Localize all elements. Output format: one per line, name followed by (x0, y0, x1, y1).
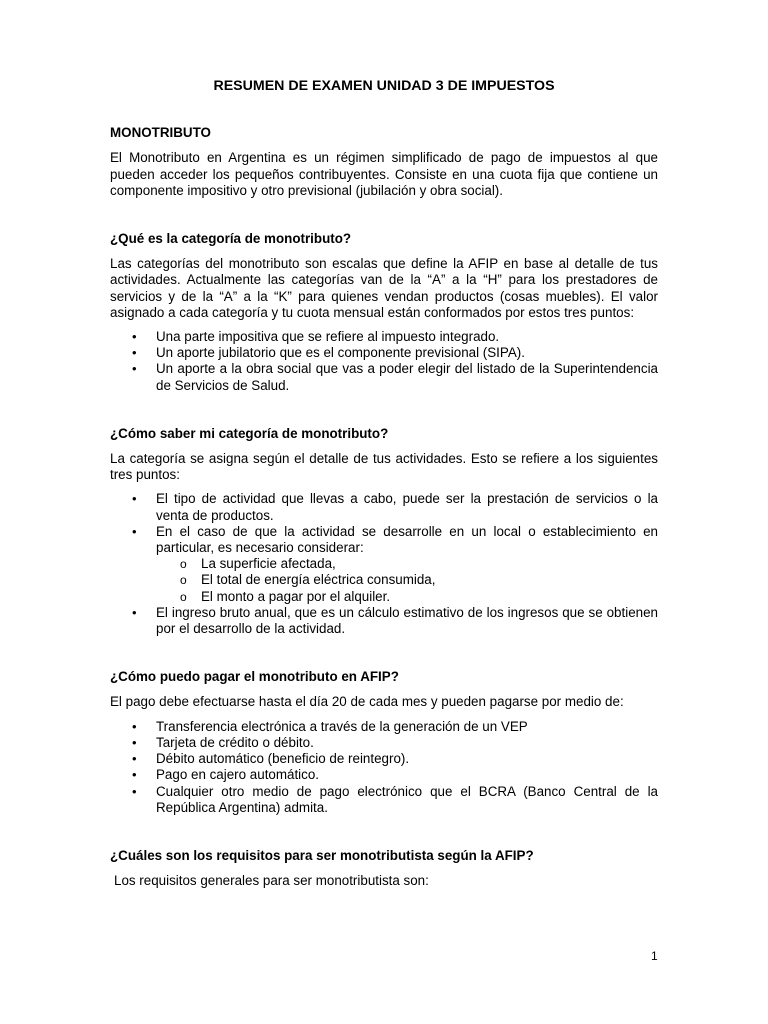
bullet-icon: • (132, 361, 137, 377)
section-categoria (110, 231, 658, 394)
section-heading: ¿Cómo puedo pagar el monotributo en AFIP? (110, 669, 399, 685)
list-item (110, 767, 658, 783)
sub-bullet-list (156, 556, 658, 605)
sub-list-item-text: El total de energía eléctrica consumida, (201, 572, 436, 588)
section-como-saber (110, 426, 658, 637)
bullet-icon: • (132, 345, 137, 361)
document-title: RESUMEN DE EXAMEN UNIDAD 3 DE IMPUESTOS (213, 78, 555, 94)
bullet-icon: • (132, 604, 137, 620)
list-item-text: El ingreso bruto anual, que es un cálculo estimativo de los ingresos que se obtienen por el desarrollo de la actividad. (156, 604, 658, 637)
list-item (110, 719, 658, 735)
list-item (110, 735, 658, 751)
circle-bullet-icon: o (180, 573, 187, 588)
bullet-icon: • (132, 734, 137, 750)
sub-list-item-text: La superficie afectada, (201, 556, 336, 572)
bullet-icon: • (132, 718, 137, 734)
section-paragraph: El pago debe efectuarse hasta el día 20 de cada mes y pueden pagarse por medio de: (110, 694, 624, 710)
section-heading: ¿Cuáles son los requisitos para ser monotributista según la AFIP? (110, 847, 534, 863)
bullet-icon: • (132, 329, 137, 345)
list-item-text: Cualquier otro medio de pago electrónico que el BCRA (Banco Central de la República Argentina) admita. (156, 783, 658, 815)
bullet-icon: • (132, 767, 137, 783)
list-item (110, 491, 658, 523)
section-requisitos (110, 848, 658, 889)
list-item-text: Un aporte a la obra social que vas a poder elegir del listado de la Superintendencia de Servicios de Salud. (156, 361, 658, 393)
bullet-list (110, 491, 658, 637)
list-item (110, 784, 658, 816)
list-item-text: Un aporte jubilatorio que es el componente previsional (SIPA). (156, 345, 525, 361)
section-paragraph: La categoría se asigna según el detalle de tus actividades. Esto se refiere a los siguientes tres puntos: (110, 451, 658, 483)
list-item-text: En el caso de que la actividad se desarrolle en un local o establecimiento en particular, es necesario considerar: (156, 523, 658, 556)
sub-list-item (156, 556, 658, 572)
bullet-list (110, 329, 658, 394)
list-item-text: Una parte impositiva que se refiere al impuesto integrado. (156, 329, 500, 345)
section-paragraph: Los requisitos generales para ser monotributista son: (114, 873, 429, 889)
section-como-pagar (110, 669, 658, 816)
section-heading: MONOTRIBUTO (110, 125, 211, 141)
page-number: 1 (651, 949, 658, 963)
list-item (110, 524, 658, 605)
section-paragraph: El Monotributo en Argentina es un régimen simplificado de pago de impuestos al que pueden acceder los pequeños contribuyentes. Consiste en una cuota fija que contiene un componente impositivo y otro previsional (jubilación y obra social). (110, 150, 658, 198)
bullet-icon: • (132, 523, 137, 539)
circle-bullet-icon: o (180, 557, 187, 572)
bullet-icon: • (132, 491, 137, 507)
bullet-icon: • (132, 751, 137, 767)
section-heading: ¿Cómo saber mi categoría de monotributo? (110, 425, 389, 441)
bullet-list (110, 719, 658, 816)
list-item (110, 345, 658, 361)
circle-bullet-icon: o (180, 589, 187, 604)
list-item-text: Transferencia electrónica a través de la generación de un VEP (156, 718, 528, 734)
section-paragraph: Las categorías del monotributo son escalas que define la AFIP en base al detalle de tus actividades. Actualmente las categorías van de la “A” a la “H” para los prestadores de servicios y de la “A” a la “K” para quienes vendan productos (cosas muebles). El valor asignado a cada categoría y tu cuota mensual están conformados por estos tres puntos: (110, 256, 658, 320)
section-heading: ¿Qué es la categoría de monotributo? (110, 231, 352, 247)
document-page (110, 78, 658, 919)
list-item-text: El tipo de actividad que llevas a cabo, puede ser la prestación de servicios o la venta de productos. (156, 491, 658, 523)
list-item (110, 361, 658, 393)
sub-list-item-text: El monto a pagar por el alquiler. (201, 588, 391, 604)
list-item-text: Pago en cajero automático. (156, 767, 320, 783)
list-item-text: Débito automático (beneficio de reintegro). (156, 751, 410, 767)
section-monotributo (110, 125, 658, 199)
list-item (110, 751, 658, 767)
list-item-text: Tarjeta de crédito o débito. (156, 734, 314, 750)
sub-list-item (156, 572, 658, 588)
list-item (110, 329, 658, 345)
bullet-icon: • (132, 783, 137, 799)
list-item (110, 605, 658, 637)
sub-list-item (156, 589, 658, 605)
